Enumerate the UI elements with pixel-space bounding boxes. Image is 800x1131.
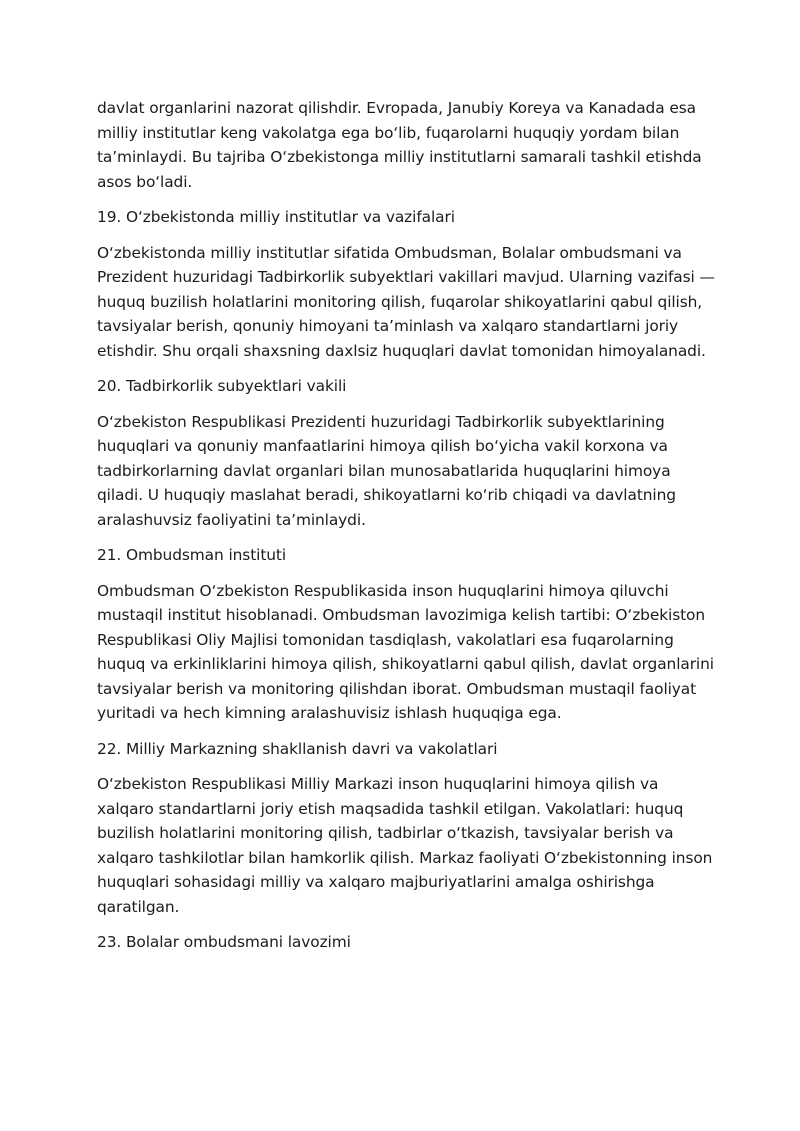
paragraph-section-22: O‘zbekiston Respublikasi Milliy Markazi inson huquqlarini himoya qilish va xalqaro standartlarni joriy etish maqsadida tashkil etilgan. Vakolatlari: huquq buzilish holatlarini monitoring qilish, tadbirlar o‘tkazish, tavsiyalar berish va xalqaro tashkilotlar bilan hamkorlik qilish. Markaz faoliyati O‘zbekistonning inson huquqlari sohasidagi milliy va xalqaro majburiyatlarini amalga oshirishga qaratilgan. [97,775,713,916]
paragraph-section-19: O‘zbekistonda milliy institutlar sifatida Ombudsman, Bolalar ombudsmani va Prezident huzuridagi Tadbirkorlik subyektlari vakillari mavjud. Ularning vazifasi — huquq buzilish holatlarini monitoring qilish, fuqarolar shikoyatlarini qabul qilish, tavsiyalar berish, qonuniy himoyani ta’minlash va xalqaro standartlarni joriy etishdir. Shu orqali shaxsning daxlsiz huquqlari davlat tomonidan himoyalanadi. [97,243,715,360]
paragraph-section-20: O‘zbekiston Respublikasi Prezidenti huzuridagi Tadbirkorlik subyektlarining huquqlari va qonuniy manfaatlarini himoya qilish bo‘yicha vakil korxona va tadbirkorlarning davlat organlari bilan munosabatlarida huquqlarini himoya qiladi. U huquqiy maslahat beradi, shikoyatlarni ko‘rib chiqadi va davlatning aralashuvsiz faoliyatini ta’minlaydi. [97,412,676,529]
section-heading-19: 19. O‘zbekistonda milliy institutlar va vazifalari [97,208,455,226]
document-page [97,96,717,966]
section-heading-21: 21. Ombudsman instituti [97,546,287,564]
paragraph-section-21: Ombudsman O‘zbekiston Respublikasida inson huquqlarini himoya qiluvchi mustaqil institut hisoblanadi. Ombudsman lavozimiga kelish tartibi: O‘zbekiston Respublikasi Oliy Majlisi tomonidan tasdiqlash, vakolatlari esa fuqarolarning huquq va erkinliklarini himoya qilish, shikoyatlarni qabul qilish, davlat organlarini tavsiyalar berish va monitoring qilishdan iborat. Ombudsman mustaqil faoliyat yuritadi va hech kimning aralashuvisiz ishlash huquqiga ega. [97,581,714,722]
paragraph-intro-continuation: davlat organlarini nazorat qilishdir. Evropada, Janubiy Koreya va Kanadada esa milliy institutlar keng vakolatga ega bo‘lib, fuqarolarni huquqiy yordam bilan ta’minlaydi. Bu tajriba O‘zbekistonga milliy institutlarni samarali tashkil etishda asos bo‘ladi. [97,99,702,191]
section-heading-20: 20. Tadbirkorlik subyektlari vakili [97,377,347,395]
section-heading-23: 23. Bolalar ombudsmani lavozimi [97,933,351,951]
section-heading-22: 22. Milliy Markazning shakllanish davri va vakolatlari [97,739,498,758]
